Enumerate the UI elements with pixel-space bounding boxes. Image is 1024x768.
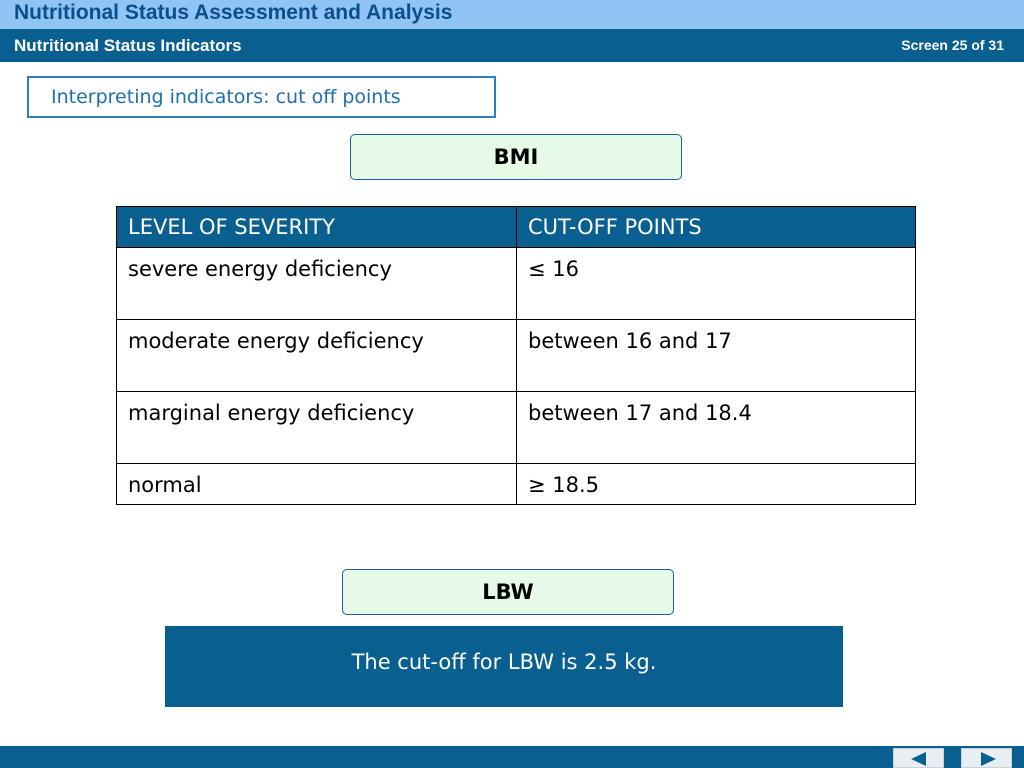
table-row [117,320,916,392]
course-title: Nutritional Status Assessment and Analysis [14,1,453,24]
cutoff-cell: between 17 and 18.4 [517,392,916,464]
left-triangle-icon [894,749,945,768]
lbw-note-box [165,626,843,707]
column-header-severity: LEVEL OF SEVERITY [117,207,517,248]
previous-screen-button[interactable] [893,748,944,768]
table-header-row [117,207,916,248]
next-screen-button[interactable] [961,748,1012,768]
severity-cell: moderate energy deficiency [117,320,517,392]
right-triangle-icon [962,749,1013,768]
cutoff-cell: between 16 and 17 [517,320,916,392]
cutoff-cell: ≤ 16 [517,248,916,320]
table-row [117,392,916,464]
cutoff-cell: ≥ 18.5 [517,464,916,505]
severity-cell: normal [117,464,517,505]
severity-cell: marginal energy deficiency [117,392,517,464]
footer-bar [0,746,1024,768]
column-header-cutoff: CUT-OFF POINTS [517,207,916,248]
severity-cell: severe energy deficiency [117,248,517,320]
lbw-note-text: The cut-off for LBW is 2.5 kg. [351,650,657,674]
table-row [117,464,916,505]
bmi-label-box: BMI [350,134,682,180]
section-title: Nutritional Status Indicators [14,36,242,55]
topic-heading: Interpreting indicators: cut off points [51,86,401,108]
table-row [117,248,916,320]
screen-counter: Screen 25 of 31 [901,37,1004,53]
cutoff-table [116,206,916,505]
lbw-label-box: LBW [342,569,674,615]
topic-box [27,76,496,118]
section-bar [0,29,1024,62]
title-bar [0,0,1024,29]
